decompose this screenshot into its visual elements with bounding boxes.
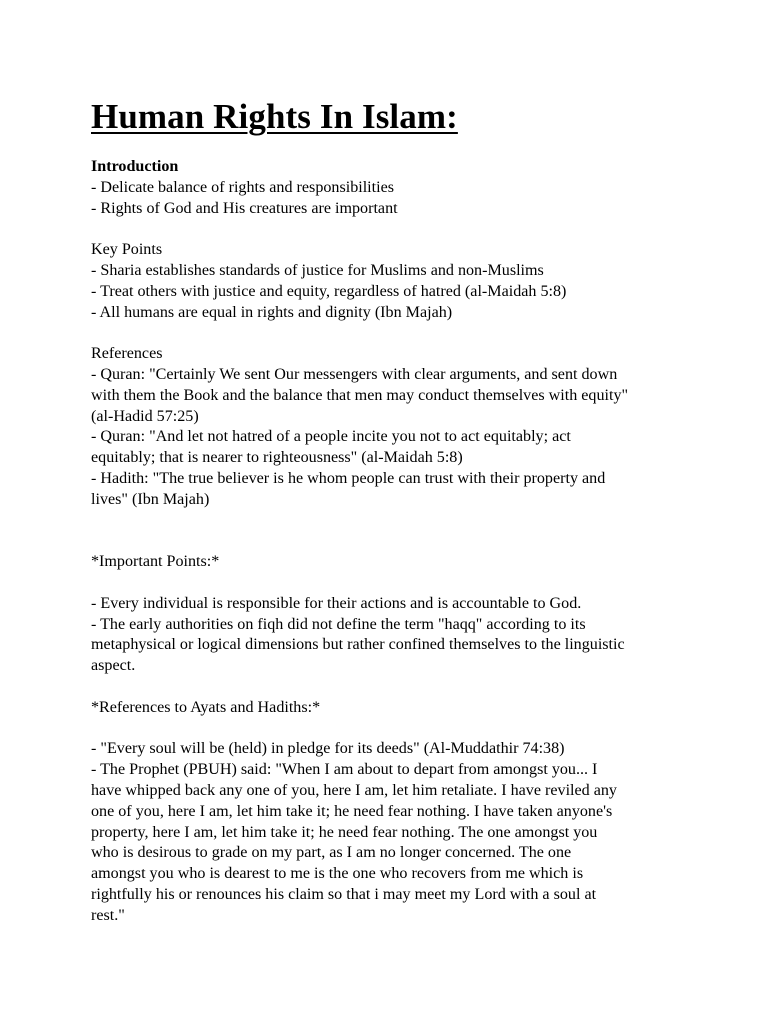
reference-line: - Quran: "And let not hatred of a people incite you not to act equitably; act (91, 428, 571, 446)
ayats-hadiths-line: have whipped back any one of you, here I am, let him retaliate. I have reviled any (91, 781, 617, 799)
reference-line: - Hadith: "The true believer is he whom people can trust with their property and (91, 469, 606, 487)
introduction-item: - Rights of God and His creatures are important (91, 199, 398, 217)
ayats-hadiths-line: who is desirous to grade on my part, as I am no longer concerned. The one (91, 844, 572, 862)
ayats-hadiths-section (91, 698, 688, 927)
reference-line: (al-Hadid 57:25) (91, 407, 199, 425)
ayats-hadiths-line: one of you, here I am, let him take it; he need fear nothing. I have taken anyone's (91, 802, 613, 820)
important-point-line: - Every individual is responsible for their actions and is accountable to God. (91, 594, 582, 612)
important-point-line: - The early authorities on fiqh did not define the term "haqq" according to its (91, 615, 586, 633)
reference-line: lives" (Ibn Majah) (91, 490, 210, 508)
key-point-item: - Sharia establishes standards of justice for Muslims and non-Muslims (91, 261, 544, 279)
reference-line: - Quran: "Certainly We sent Our messengers with clear arguments, and sent down (91, 365, 618, 383)
introduction-item: - Delicate balance of rights and responsibilities (91, 178, 394, 196)
important-point-line: aspect. (91, 657, 136, 675)
ayats-hadiths-line: rest." (91, 906, 125, 924)
important-point-line: metaphysical or logical dimensions but rather confined themselves to the linguistic (91, 636, 625, 654)
paragraph-gap (91, 719, 688, 740)
key-point-item: - Treat others with justice and equity, regardless of hatred (al-Maidah 5:8) (91, 282, 567, 300)
introduction-section (91, 157, 688, 219)
ayats-hadiths-line: amongst you who is dearest to me is the one who recovers from me which is (91, 865, 584, 883)
document-title: Human Rights In Islam: (91, 97, 458, 136)
reference-line: with them the Book and the balance that men may conduct themselves with equity" (91, 386, 629, 404)
important-points-heading: *Important Points:* (91, 553, 220, 571)
paragraph-gap (91, 219, 688, 240)
key-points-section (91, 240, 688, 323)
ayats-hadiths-line: property, here I am, let him take it; he need fear nothing. The one amongst you (91, 823, 598, 841)
ayats-hadiths-line: - "Every soul will be (held) in pledge for its deeds" (Al-Muddathir 74:38) (91, 740, 565, 758)
important-points-section (91, 552, 688, 677)
references-heading: References (91, 345, 163, 363)
paragraph-gap (91, 573, 688, 594)
paragraph-gap (91, 677, 688, 698)
ayats-hadiths-heading: *References to Ayats and Hadiths:* (91, 698, 321, 716)
key-points-heading: Key Points (91, 241, 163, 259)
introduction-heading: Introduction (91, 158, 179, 175)
paragraph-gap (91, 323, 688, 344)
key-point-item: - All humans are equal in rights and dignity (Ibn Majah) (91, 303, 453, 321)
reference-line: equitably; that is nearer to righteousness" (al-Maidah 5:8) (91, 449, 463, 467)
paragraph-gap (91, 511, 688, 553)
references-section (91, 344, 688, 510)
ayats-hadiths-line: - The Prophet (PBUH) said: "When I am about to depart from amongst you... I (91, 761, 598, 779)
ayats-hadiths-line: rightfully his or renounces his claim so that i may meet my Lord with a soul at (91, 885, 597, 903)
